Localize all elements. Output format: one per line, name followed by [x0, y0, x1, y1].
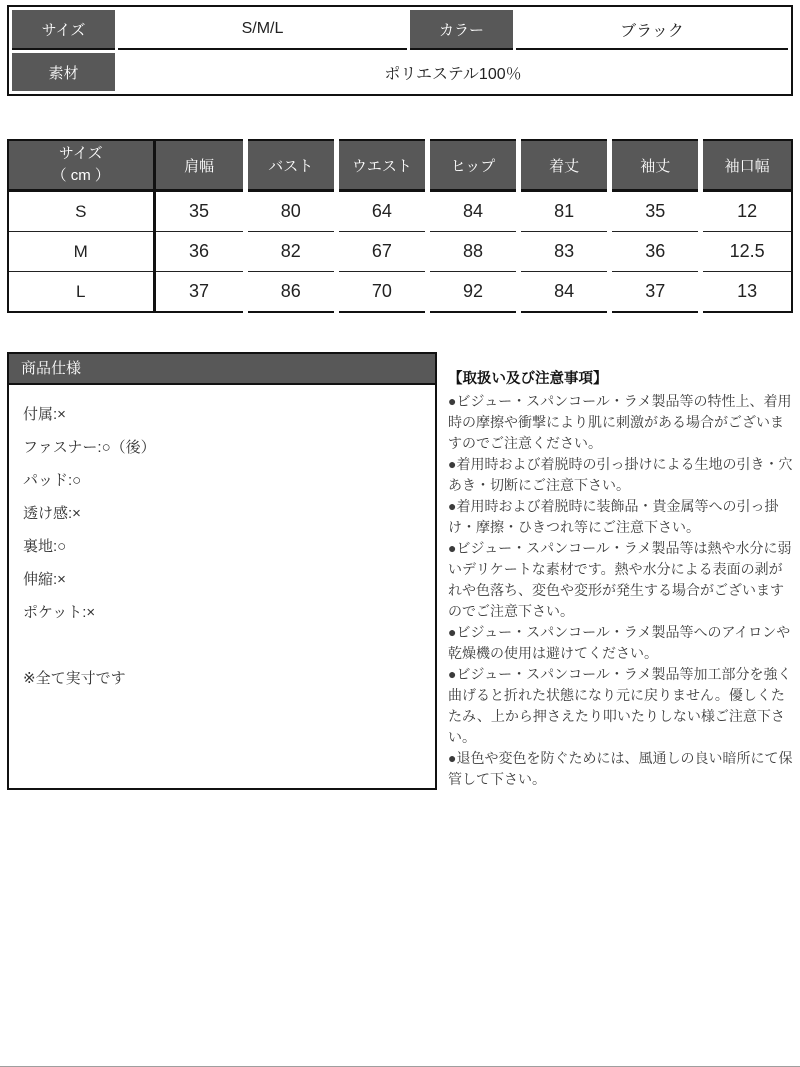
spec-line-stretch: 伸縮:×	[23, 571, 66, 588]
spec-line-pocket: ポケット:×	[23, 604, 96, 621]
precaution-item: ●着用時および着脱時に装飾品・貴金属等への引っ掛け・摩擦・ひきつれ等にご注意下さい。	[448, 498, 779, 535]
precaution-item: ●ビジュー・スパンコール・ラメ製品等加工部分を強く曲げると折れた状態になり元に戻りません。優しくたたみ、上から押さえたり叩いたりしない様ご注意下さい。	[448, 666, 792, 745]
info-row-size-color	[12, 10, 788, 50]
precaution-item: ●ビジュー・スパンコール・ラメ製品等の特性上、着用時の摩擦や衝撃により肌に刺激がある場合がございますのでご注意ください。	[448, 393, 792, 451]
table-row-m	[8, 232, 792, 272]
info-row-material	[12, 53, 788, 91]
precaution-item: ●ビジュー・スパンコール・ラメ製品等は熱や水分に弱いデリケートな素材です。熱や水分による表面の剥がれや色落ち、変色や変形が発生する場合がございますのでご注意下さい。	[448, 540, 792, 619]
precautions-title: 【取扱い及び注意事項】	[448, 371, 608, 387]
precaution-item: ●着用時および着脱時の引っ掛けによる生地の引き・穴あき・切断にご注意下さい。	[448, 456, 793, 493]
spec-line-lining: 裏地:○	[23, 538, 67, 555]
cell-l-hip: 92	[427, 272, 518, 313]
cell-s-cuff: 12	[701, 191, 792, 232]
col-header-waist: ウエスト	[336, 140, 427, 191]
col-header-length: 着丈	[519, 140, 610, 191]
lower-columns	[7, 352, 793, 790]
col-header-shoulder: 肩幅	[154, 140, 245, 191]
spec-measure-note: ※全て実寸です	[23, 670, 126, 687]
cell-m-sleeve: 36	[610, 232, 701, 272]
color-value-cell: ブラック	[516, 10, 788, 50]
corner-line2: （ cm ）	[51, 167, 110, 184]
cell-s-bust: 80	[245, 191, 336, 232]
cell-s-waist: 64	[336, 191, 427, 232]
cell-m-shoulder: 36	[154, 232, 245, 272]
table-row-l	[8, 272, 792, 313]
row-label-l: L	[8, 272, 154, 313]
col-header-bust: バスト	[245, 140, 336, 191]
row-label-s: S	[8, 191, 154, 232]
material-label-cell: 素材	[12, 53, 115, 91]
product-spec-page	[7, 5, 793, 790]
spec-box-title: 商品仕様	[9, 354, 435, 385]
cell-l-bust: 86	[245, 272, 336, 313]
row-label-m: M	[8, 232, 154, 272]
size-chart-corner-cell	[8, 140, 154, 191]
size-chart-table	[7, 139, 793, 313]
cell-l-cuff: 13	[701, 272, 792, 313]
handling-precautions	[437, 352, 793, 790]
cell-m-waist: 67	[336, 232, 427, 272]
cell-s-length: 81	[519, 191, 610, 232]
corner-line1: サイズ	[58, 144, 103, 162]
product-info-table	[7, 5, 793, 96]
col-header-hip: ヒップ	[427, 140, 518, 191]
cell-l-sleeve: 37	[610, 272, 701, 313]
cell-m-hip: 88	[427, 232, 518, 272]
spec-box-body	[9, 385, 435, 708]
spec-line-sheerness: 透け感:×	[23, 505, 81, 522]
size-chart-header-row	[8, 140, 792, 191]
table-row-s	[8, 191, 792, 232]
spec-line-pad: パッド:○	[23, 472, 82, 489]
material-value-cell: ポリエステル100％	[384, 65, 522, 83]
product-spec-box	[7, 352, 437, 790]
cell-s-sleeve: 35	[610, 191, 701, 232]
cell-l-waist: 70	[336, 272, 427, 313]
size-value-cell: S/M/L	[118, 10, 407, 50]
cell-l-length: 84	[519, 272, 610, 313]
spec-line-fastener: ファスナー:○（後）	[23, 439, 156, 456]
col-header-sleeve: 袖丈	[610, 140, 701, 191]
col-header-cuff: 袖口幅	[701, 140, 792, 191]
cell-s-hip: 84	[427, 191, 518, 232]
spec-line-accessory: 付属:×	[23, 406, 66, 423]
cell-l-shoulder: 37	[154, 272, 245, 313]
cell-s-shoulder: 35	[154, 191, 245, 232]
cell-m-length: 83	[519, 232, 610, 272]
cell-m-cuff: 12.5	[701, 232, 792, 272]
cell-m-bust: 82	[245, 232, 336, 272]
precaution-item: ●ビジュー・スパンコール・ラメ製品等へのアイロンや乾燥機の使用は避けてください。	[448, 624, 791, 661]
size-label-cell: サイズ	[12, 10, 115, 50]
color-label-cell: カラー	[410, 10, 513, 50]
precaution-item: ●退色や変色を防ぐためには、風通しの良い暗所にて保管して下さい。	[448, 750, 793, 787]
